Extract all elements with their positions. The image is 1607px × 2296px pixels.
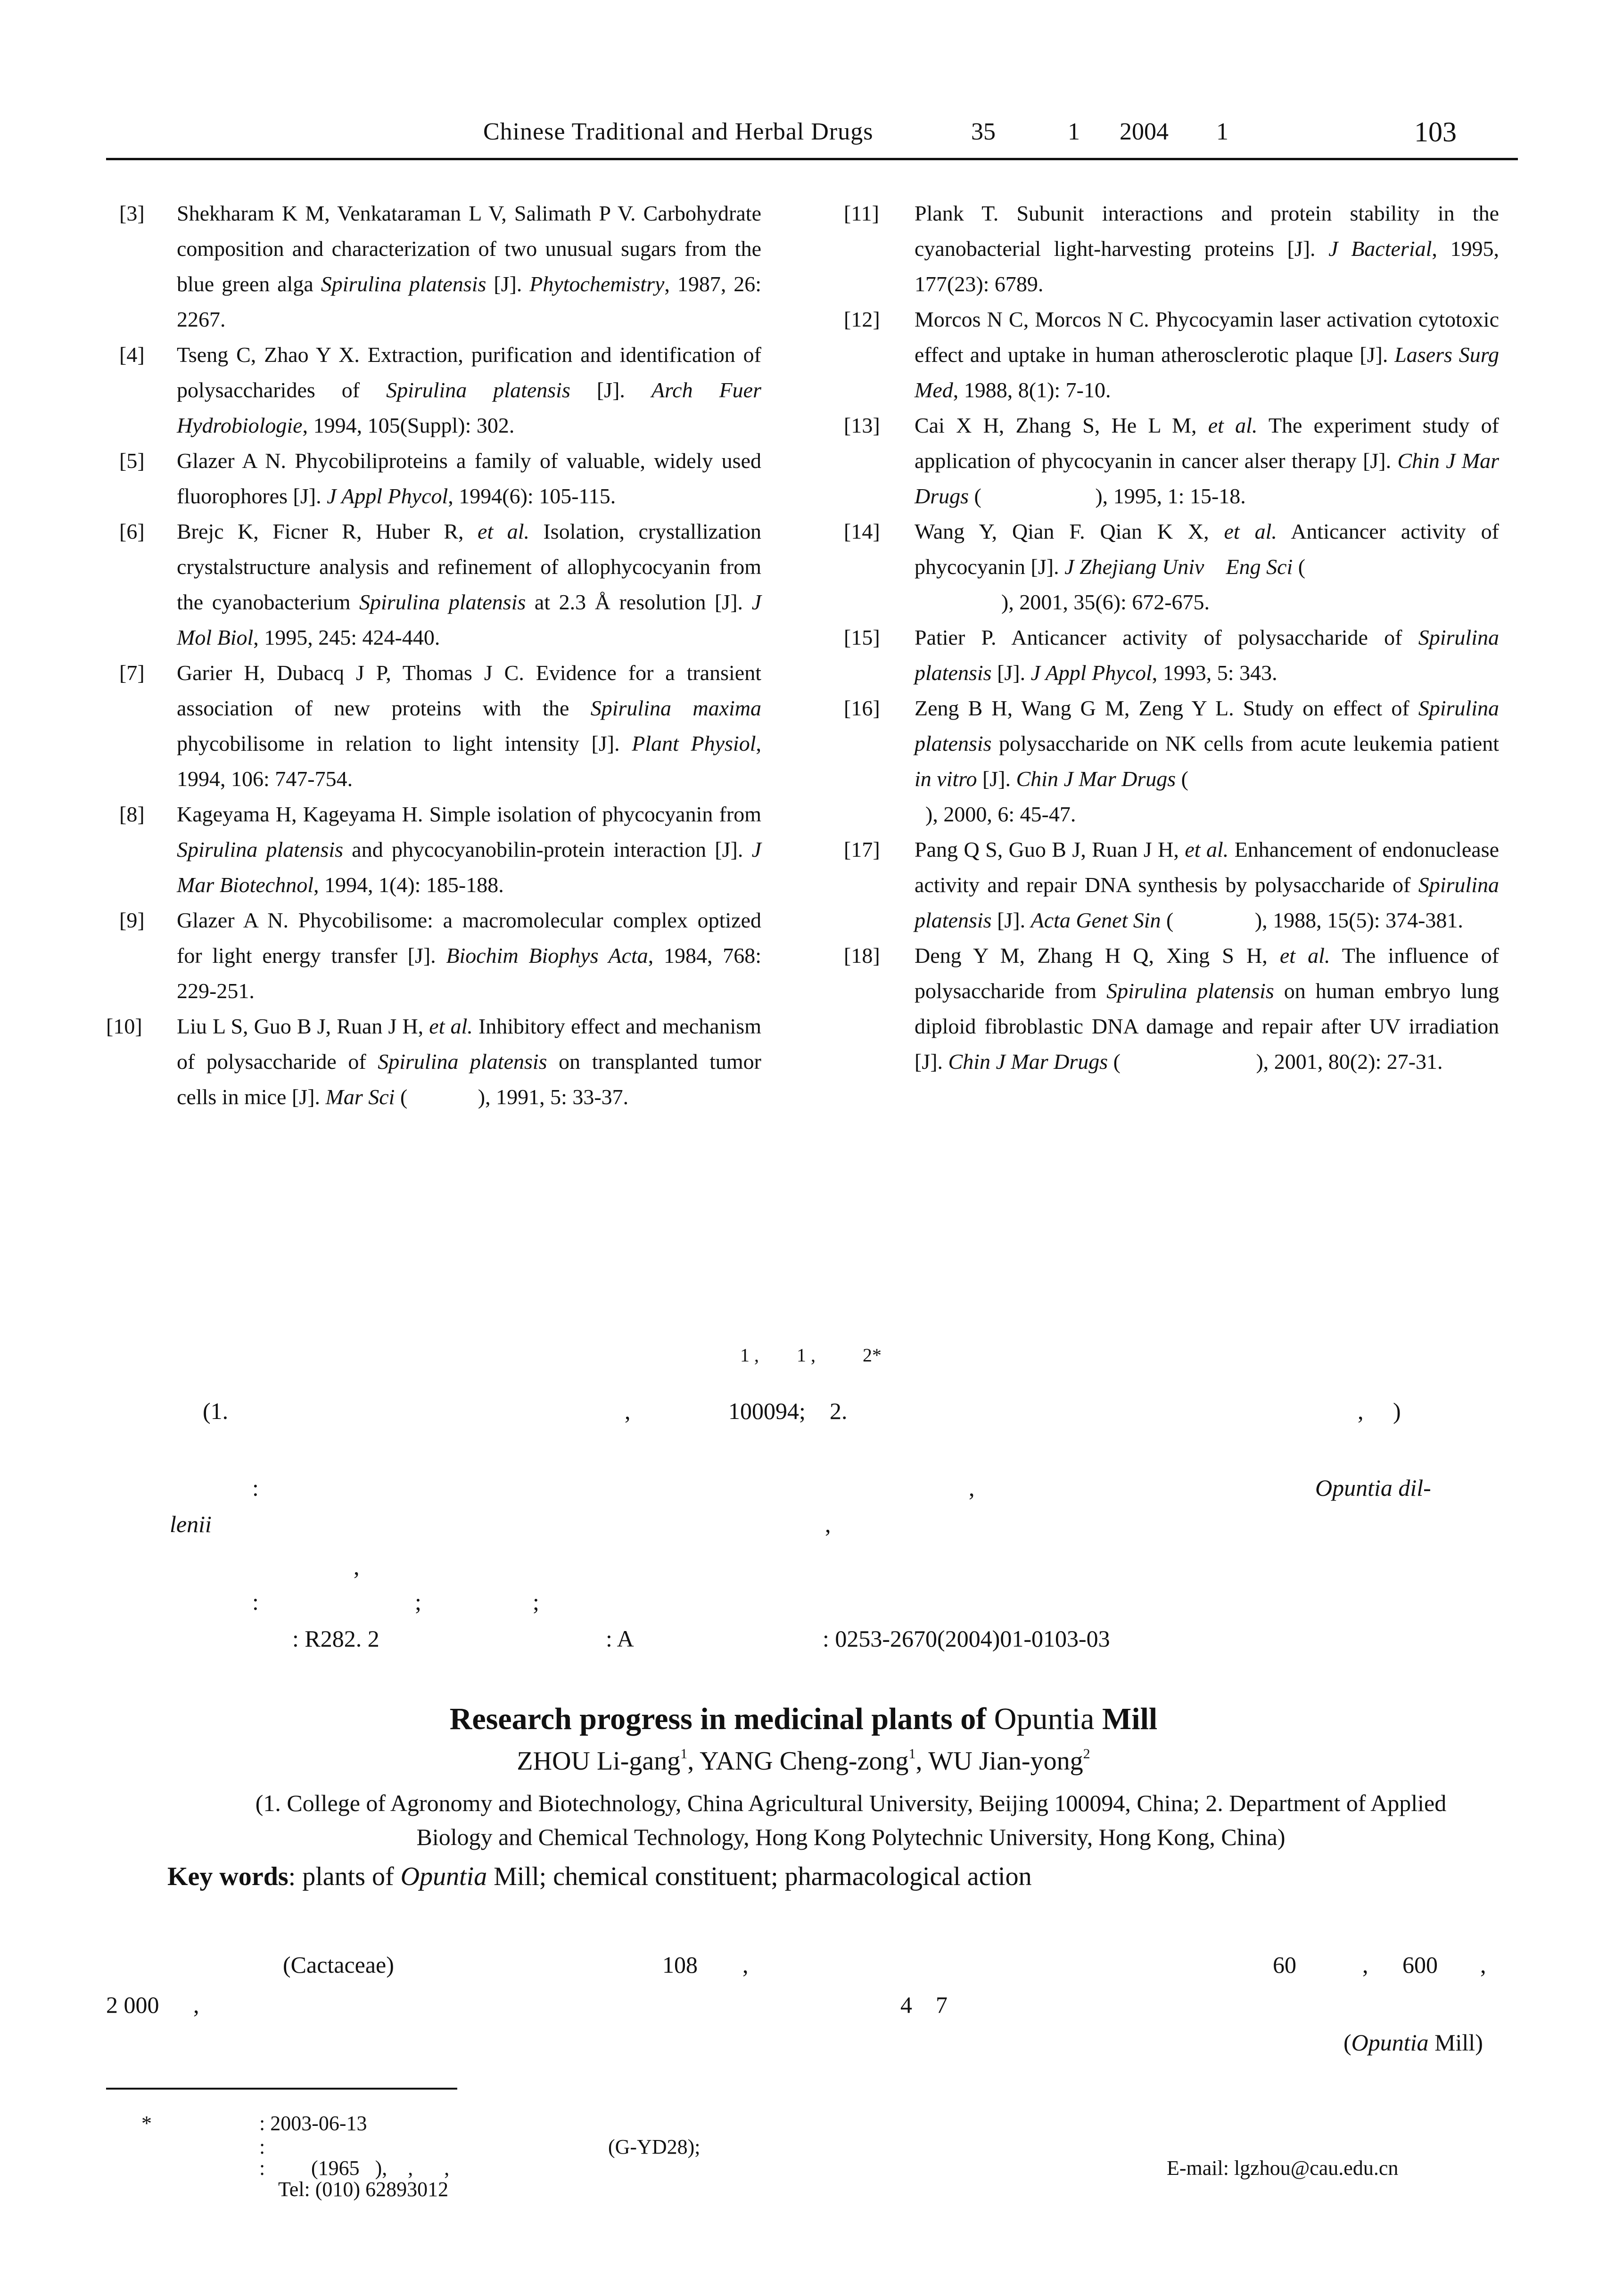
running-head-issue: 1 [1068,118,1080,145]
intro-punct: , [1480,1952,1486,1978]
reference-item [106,443,761,514]
reference-text: Patier P. Anticancer activity of polysaccharide of Spirulina platensis [J]. J Appl Phycol, 1993, 5: 343. [915,625,1499,685]
footnote-rule [106,2088,457,2090]
footnote-author-bio: (1965 ), , , [311,2157,450,2180]
intro-punct: , [1362,1952,1368,1978]
english-keywords-list: : plants of Opuntia Mill; chemical constituent; pharmacological action [288,1862,1032,1891]
footnote-email: E-mail: lgzhou@cau.edu.cn [1167,2157,1399,2180]
english-keywords-label: Key words [167,1862,288,1891]
reference-list-left [106,196,761,1115]
reference-item [844,302,1499,408]
reference-number: [5] [119,449,145,473]
running-head-month: 1 [1216,118,1228,145]
reference-text: Plank T. Subunit interactions and protein stability in the cyanobacterial light-harvesting proteins [J]. J Bacterial, 1995, 177(23): 6789. [915,201,1500,296]
reference-text: Glazer A N. Phycobiliproteins a family of valuable, widely used fluorophores [J]. J Appl Phycol, 1994(6): 105-115. [177,449,761,508]
reference-item [106,196,761,337]
reference-item [844,690,1499,832]
reference-item [106,655,761,796]
reference-number: [18] [844,943,880,968]
reference-text: Tseng C, Zhao Y X. Extraction, purification and identification of polysaccharides of Spirulina platensis [J]. Arch Fuer Hydrobiologie, 1994, 105(Suppl): 302. [177,343,761,437]
english-title-end: Mill [1102,1702,1158,1736]
reference-text: Kageyama H, Kageyama H. Simple isolation of phycocyanin from Spirulina platensis and phycocyanobilin-protein interaction [J]. J Mar Biotechnol, 1994, 1(4): 185-188. [177,802,761,897]
reference-text: Zeng B H, Wang G M, Zeng Y L. Study on effect of Spirulina platensis polysaccharide on NK cells from acute leukemia patient in vitro [J]. Chin J Mar Drugs ( ), 2000, 6: 45-47. [915,696,1499,826]
reference-number: [12] [844,307,880,331]
reference-text: Wang Y, Qian F. Qian K X, et al. Anticancer activity of phycocyanin [J]. J Zhejiang Univ Eng Sci ( ), 2001, 35(6): 672-675. [915,519,1499,614]
english-keywords [167,1861,1032,1892]
reference-item [844,408,1499,514]
article-id: : 0253-2670(2004)01-0103-03 [823,1625,1110,1652]
reference-number: [11] [844,201,879,225]
intro-family-name: (Cactaceae) [283,1952,394,1978]
reference-number: [15] [844,625,880,649]
reference-number: [4] [119,343,145,367]
reference-item [106,514,761,655]
abstract-label-colon: : [252,1475,259,1501]
author-affiliation-markers: 1 , 1 , 2* [740,1345,882,1366]
intro-punct: , [742,1952,749,1978]
document-code: : A [606,1625,634,1652]
reference-text: Liu L S, Guo B J, Ruan J H, et al. Inhibitory effect and mechanism of polysaccharide of Spirulina platensis on transplanted tumor cells in mice [J]. Mar Sci ( ), 1991, 5: 33-37. [177,1014,761,1109]
english-affiliations: (1. College of Agronomy and Biotechnology, China Agricultural University, Beijing 100094, China; 2. Department of Applied Biology and Chemical Technology, Hong Kong Polytechnic University, Hong Kong, China) [255,1790,1447,1850]
intro-number: 60 [1273,1952,1296,1978]
running-head-year: 2004 [1120,118,1169,145]
english-authors: ZHOU Li-gang$^1$, YANG Cheng-zong$^1$, WU Jian-yong$^2$ [517,1746,1090,1776]
intro-number: 108 [662,1952,698,1978]
reference-number: [14] [844,519,880,543]
keywords-label-colon: : [252,1589,259,1615]
abstract-punct: , [969,1475,975,1501]
reference-number: [9] [119,908,145,932]
reference-text: Morcos N C, Morcos N C. Phycocyamin laser activation cytotoxic effect and uptake in human atherosclerotic plaque [J]. Lasers Surg Med, 1988, 8(1): 7-10. [915,307,1499,402]
intro-number: 2 000 [106,1992,159,2018]
reference-item [106,337,761,443]
abstract-punct: , [825,1511,831,1537]
reference-text: Garier H, Dubacq J P, Thomas J C. Evidence for a transient association of new proteins with the Spirulina maxima phycobilisome in relation to light intensity [J]. Plant Physiol, 1994, 106: 747-754. [177,661,761,791]
affiliation-postcode: 100094; [728,1398,806,1424]
affiliation-comma: , [625,1398,631,1424]
footnote-fund-code: (G-YD28); [608,2135,700,2158]
footnote-marker: * [141,2112,152,2135]
reference-item [844,514,1499,620]
reference-list-right [844,196,1499,1079]
reference-text: Deng Y M, Zhang H Q, Xing S H, et al. The influence of polysaccharide from Spirulina platensis on human embryo lung diploid fibroblastic DNA damage and repair after UV irradiation [J]. Chin J Mar Drugs ( ), 2001, 80(2): 27-31. [915,943,1499,1074]
reference-text: Shekharam K M, Venkataraman L V, Salimath P V. Carbohydrate composition and characterization of two unusual sugars from the blue green alga Spirulina platensis [J]. Phytochemistry, 1987, 26: 2267. [177,201,761,331]
reference-item [106,1009,761,1115]
abstract-punct: , [354,1553,360,1580]
reference-item [844,196,1499,302]
reference-text: Cai X H, Zhang S, He L M, et al. The experiment study of application of phycocyanin in cancer alser therapy [J]. Chin J Mar Drugs ( ), 1995, 1: 15-18. [915,413,1499,508]
affiliation-close: , ) [1358,1398,1401,1424]
intro-genus-name: (Opuntia Mill) [1343,2029,1483,2056]
running-head-volume: 35 [971,118,996,145]
reference-number: [8] [119,802,145,826]
english-title-genus: Opuntia [986,1702,1102,1736]
intro-punct: , [193,1992,199,2018]
reference-item [106,902,761,1009]
reference-number: [16] [844,696,880,720]
classification-number: : R282. 2 [292,1625,379,1652]
reference-item [844,938,1499,1079]
keywords-separator: ; [415,1589,421,1615]
reference-number: [17] [844,837,880,861]
reference-number: [7] [119,661,145,685]
reference-item [844,620,1499,690]
english-title [0,1701,1607,1737]
reference-number: [6] [119,519,145,543]
affiliation-2-open: 2. [830,1398,848,1424]
footnote-bio-label: : [259,2157,265,2180]
header-rule [106,158,1518,160]
reference-number: [3] [119,201,145,225]
footnote-tel: Tel: (010) 62893012 [278,2178,449,2201]
reference-text: Brejc K, Ficner R, Huber R, et al. Isolation, crystallization crystalstructure analysis and refinement of allophycocyanin from the cyanobacterium Spirulina platensis at 2.3 Å resolution [J]. J Mol Biol, 1995, 245: 424-440. [177,519,762,649]
intro-number: 4 7 [900,1992,948,2018]
page-number: 103 [1414,116,1457,148]
footnote-fund-label: : [259,2135,265,2158]
abstract-species-name-cont: lenii [170,1511,212,1537]
running-head-journal: Chinese Traditional and Herbal Drugs [483,118,874,145]
reference-number: [13] [844,413,880,437]
intro-number: 600 [1402,1952,1438,1978]
keywords-separator: ; [533,1589,539,1615]
reference-item [106,796,761,902]
reference-number: [10] [106,1014,142,1038]
abstract-species-name: Opuntia dil- [1315,1475,1431,1501]
english-title-main: Research progress in medicinal plants of [449,1702,987,1736]
footnote-received-date: : 2003-06-13 [259,2112,367,2135]
reference-item [844,832,1499,938]
reference-text: Glazer A N. Phycobilisome: a macromolecular complex optized for light energy transfer [J]. Biochim Biophys Acta, 1984, 768: 229-251. [177,908,761,1003]
affiliation-1-open: (1. [203,1398,229,1424]
reference-text: Pang Q S, Guo B J, Ruan J H, et al. Enhancement of endonuclease activity and repair DNA synthesis by polysaccharide of Spirulina platensis [J]. Acta Genet Sin ( ), 1988, 15(5): 374-381. [915,837,1499,932]
